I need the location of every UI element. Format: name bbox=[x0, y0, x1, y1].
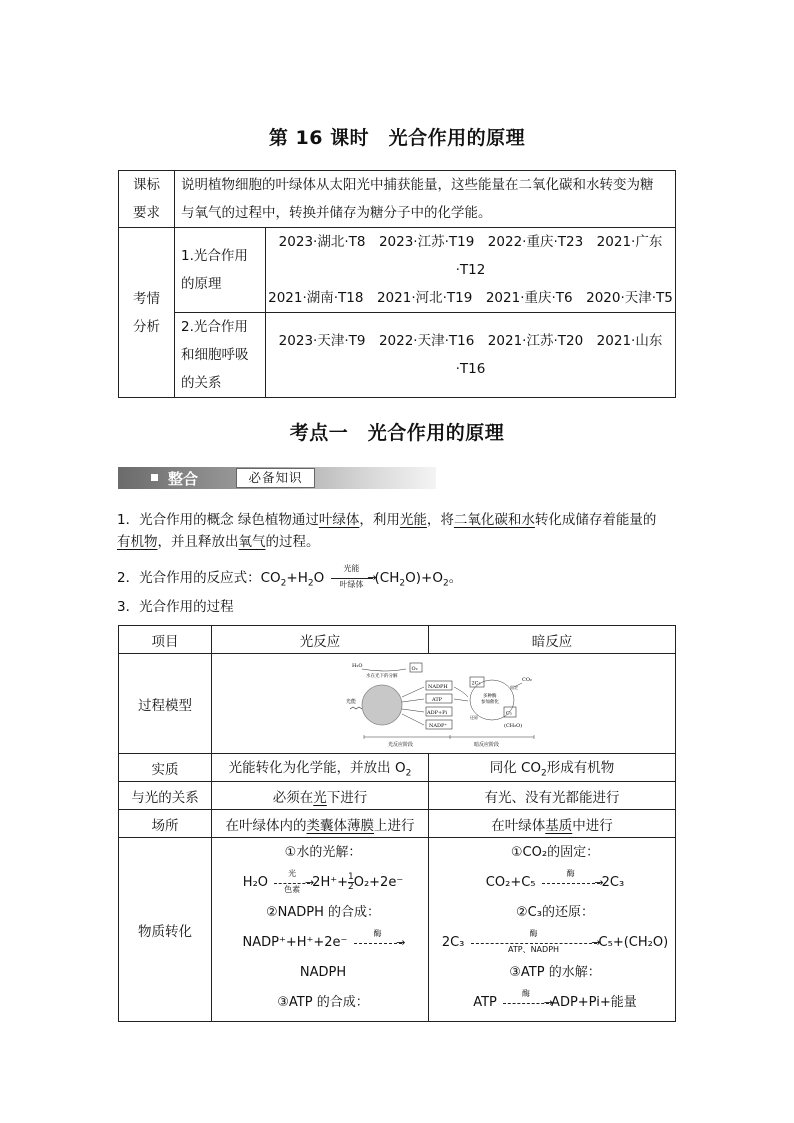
reaction-arrow bbox=[469, 928, 601, 954]
arrow-condition: 酶 bbox=[373, 928, 382, 938]
arrow-condition: ATP、NADPH bbox=[508, 944, 560, 954]
underlined-term: 基质 bbox=[545, 817, 573, 834]
underlined-term: 光 bbox=[313, 789, 327, 806]
arrow-head-icon: → bbox=[543, 995, 554, 1009]
diagram-label: O₂ bbox=[411, 665, 418, 672]
requirements-text bbox=[175, 171, 676, 228]
diagram-label: 水在光下的分解 bbox=[365, 673, 397, 679]
topic-name-line: 的关系 bbox=[181, 375, 222, 391]
paragraph-equation: 2．光合作用的反应式：$CO_2+H_2O$ 光能 → 叶绿体 $(CH_2O)+O_2$。 bbox=[117, 564, 463, 589]
square-bullet-icon bbox=[151, 474, 158, 481]
arrow-condition: 酶 bbox=[522, 988, 531, 998]
text: CO₂+C₅ bbox=[485, 875, 536, 890]
topic-items bbox=[266, 228, 676, 313]
topic-name bbox=[175, 313, 266, 398]
diagram-label: 还原 bbox=[469, 714, 478, 720]
underlined-term: 二氧化碳和水 bbox=[453, 512, 535, 528]
arrow-condition: 光 bbox=[288, 868, 297, 878]
stage-bracket bbox=[364, 735, 534, 739]
section-banner bbox=[118, 467, 436, 489]
arrow-condition: 叶绿体 bbox=[339, 580, 364, 589]
light-cell bbox=[212, 754, 429, 782]
step-title: ②C₃的还原： bbox=[516, 905, 594, 920]
text: ，利用 bbox=[359, 512, 400, 528]
arrow-condition: 酶 bbox=[566, 868, 575, 878]
arrow-line bbox=[503, 1003, 549, 1004]
equation-co2-fixation bbox=[435, 868, 675, 898]
numerator: 1 bbox=[347, 872, 354, 882]
light-material-cell bbox=[212, 838, 429, 1022]
text: 2C₃ bbox=[441, 935, 465, 950]
text: 同化 CO bbox=[489, 760, 542, 777]
process-table bbox=[118, 625, 676, 1022]
text: 下进行 bbox=[326, 789, 368, 806]
text: +H bbox=[286, 570, 308, 586]
label-line: 要求 bbox=[133, 205, 160, 221]
step-title: ③ATP 的合成： bbox=[277, 995, 369, 1010]
text: 。 bbox=[448, 570, 463, 586]
label-line: 课标 bbox=[133, 177, 160, 193]
step-title: ②NADPH 的合成： bbox=[265, 905, 381, 920]
diagram-label: ADP+Pi bbox=[426, 709, 447, 716]
section-title: 考点一 光合作用的原理 bbox=[289, 422, 505, 444]
page-title: 第 16 课时 光合作用的原理 bbox=[268, 127, 526, 149]
analysis-label bbox=[119, 228, 175, 398]
topic-items-line: 2021·湖南·T18 2021·河北·T19 2021·重庆·T6 2020·天津·T5 bbox=[268, 290, 673, 306]
diagram-label: 暗反应阶段 bbox=[473, 741, 499, 748]
requirements-table bbox=[118, 170, 676, 398]
arrow-line bbox=[331, 578, 373, 579]
banner-main-label: 整合 bbox=[168, 470, 199, 488]
dark-cell bbox=[429, 810, 676, 838]
text: 在叶绿体 bbox=[491, 817, 546, 834]
arrow-head-icon: → bbox=[304, 875, 315, 889]
banner-tag: 必备知识 bbox=[236, 468, 315, 488]
text: O₂+2e⁻ bbox=[353, 875, 404, 890]
light-wave-icon bbox=[350, 707, 362, 709]
photosynthesis-diagram bbox=[344, 657, 544, 751]
row-label: 物质转化 bbox=[119, 838, 212, 1022]
text: ATP bbox=[473, 995, 497, 1010]
chloroplast-circle bbox=[362, 685, 402, 725]
dark-cell: 有光、没有光都能进行 bbox=[429, 782, 676, 810]
light-cell bbox=[212, 782, 429, 810]
paragraph-process: 3．光合作用的过程 bbox=[117, 599, 234, 615]
equation-nadph bbox=[218, 928, 428, 958]
diagram-label: 多种酶 bbox=[482, 693, 496, 699]
diagram-label: (CH₂O) bbox=[503, 722, 522, 729]
text: 转化成储存着能量的 bbox=[534, 512, 657, 528]
row-label: 过程模型 bbox=[119, 654, 212, 754]
energy-arrows bbox=[454, 687, 468, 701]
arrow-head-icon: → bbox=[594, 875, 604, 889]
topic-items-line: 2023·天津·T9 2022·天津·T16 2021·江苏·T20 2021·山东·T16 bbox=[278, 333, 663, 377]
text: 2C₃ bbox=[601, 875, 625, 890]
diagram-label: C₅ bbox=[505, 710, 512, 716]
light-reaction-arrows bbox=[402, 687, 424, 725]
row-label: 实质 bbox=[119, 754, 212, 782]
text-line: 说明植物细胞的叶绿体从太阳光中捕获能量，这些能量在二氧化碳和水转变为糖 bbox=[181, 177, 654, 193]
requirements-label bbox=[119, 171, 175, 228]
text: C₅+(CH₂O) bbox=[598, 935, 669, 950]
reaction-arrow bbox=[329, 564, 377, 589]
text-line: 与氧气的过程中，转换并储存为糖分子中的化学能。 bbox=[181, 205, 492, 221]
light-cell bbox=[212, 810, 429, 838]
equation-water-photolysis bbox=[218, 868, 428, 898]
underlined-term: 有机物 bbox=[117, 534, 158, 550]
text: 中进行 bbox=[572, 817, 613, 834]
text: 上进行 bbox=[374, 817, 415, 834]
arrow-condition: 色素 bbox=[284, 884, 301, 894]
equation-c3-reduction bbox=[435, 928, 675, 958]
row-label: 与光的关系 bbox=[119, 782, 212, 810]
subscript: 2 bbox=[405, 768, 412, 779]
header-cell: 暗反应 bbox=[429, 626, 676, 654]
diagram-label: 参加催化 bbox=[480, 699, 499, 705]
step-title: ①CO₂的固定： bbox=[510, 845, 600, 860]
reaction-arrow bbox=[272, 868, 315, 894]
process-diagram-cell bbox=[212, 654, 676, 754]
arrow-head-icon: → bbox=[367, 571, 377, 584]
step-title: ①水的光解： bbox=[284, 845, 362, 860]
text: O)+O bbox=[405, 570, 443, 586]
text: 光能转化为化学能，并放出 O bbox=[228, 760, 406, 777]
topic-items-line: 2023·湖北·T8 2023·江苏·T19 2022·重庆·T23 2021·广东·T12 bbox=[278, 234, 663, 278]
text: ，并且释放出 bbox=[157, 534, 239, 550]
diagram-label: ATP bbox=[431, 696, 442, 703]
diagram-label: 2C₃ bbox=[471, 680, 481, 686]
topic-name-line: 的原理 bbox=[181, 276, 222, 292]
underlined-term: 类囊体薄膜 bbox=[306, 817, 374, 834]
row-label: 场所 bbox=[119, 810, 212, 838]
water-split-arrow bbox=[362, 669, 406, 671]
equation-atp-hydrolysis bbox=[435, 988, 675, 1018]
header-cell: 光反应 bbox=[212, 626, 429, 654]
text: 形成有机物 bbox=[546, 760, 615, 777]
text: H₂O bbox=[242, 875, 269, 890]
text: 1．光合作用的概念 绿色植物通过 bbox=[117, 512, 319, 528]
arrow-line bbox=[542, 883, 600, 884]
text: 必须在 bbox=[272, 789, 314, 806]
text: 2H⁺+ bbox=[312, 875, 348, 890]
label-line: 考情 bbox=[133, 290, 160, 307]
subscript: 2 bbox=[541, 768, 547, 779]
header-cell: 项目 bbox=[119, 626, 212, 654]
arrow-line bbox=[354, 943, 402, 944]
underlined-term: 光能 bbox=[399, 512, 427, 528]
text: ADP+Pi+能量 bbox=[551, 995, 637, 1010]
text: O bbox=[313, 570, 325, 586]
diagram-label: 光能 bbox=[345, 698, 356, 705]
diagram-label: NADPH bbox=[427, 683, 448, 690]
reaction-arrow bbox=[501, 988, 554, 1012]
text: 2．光合作用的反应式：CO bbox=[117, 570, 281, 586]
dark-material-cell bbox=[429, 838, 676, 1022]
diagram-label: 固定 bbox=[509, 684, 518, 690]
arrow-line bbox=[471, 943, 597, 944]
underlined-term: 氧气 bbox=[238, 534, 266, 550]
step-title: ③ATP 的水解： bbox=[509, 965, 601, 980]
reaction-arrow bbox=[540, 868, 604, 892]
diagram-label: CO₂ bbox=[521, 676, 532, 683]
topic-items bbox=[266, 313, 676, 398]
label-line: 分析 bbox=[133, 318, 160, 335]
text: NADP⁺+H⁺+2e⁻ bbox=[242, 935, 348, 950]
reaction-arrow bbox=[352, 928, 406, 952]
text: 在叶绿体内的 bbox=[225, 817, 307, 834]
diagram-label: H₂O bbox=[351, 662, 362, 669]
topic-name-line: 1.光合作用 bbox=[181, 248, 248, 264]
text: NADPH bbox=[299, 965, 347, 980]
text: (CH bbox=[374, 570, 400, 586]
diagram-label: NADP⁺ bbox=[428, 722, 447, 729]
paragraph-concept bbox=[117, 509, 682, 553]
text: ，将 bbox=[426, 512, 454, 528]
arrow-head-icon: → bbox=[591, 935, 601, 949]
topic-name-line: 和细胞呼吸 bbox=[181, 347, 249, 363]
arrow-condition: 光能 bbox=[343, 564, 360, 573]
diagram-label: 光反应阶段 bbox=[387, 741, 413, 748]
underlined-term: 叶绿体 bbox=[318, 512, 360, 528]
dark-cell bbox=[429, 754, 676, 782]
denominator: 2 bbox=[347, 882, 354, 892]
topic-name bbox=[175, 228, 266, 313]
arrow-head-icon: → bbox=[396, 935, 406, 949]
arrow-condition: 酶 bbox=[529, 928, 538, 938]
text: 的过程。 bbox=[265, 534, 320, 550]
topic-name-line: 2.光合作用 bbox=[181, 319, 248, 335]
